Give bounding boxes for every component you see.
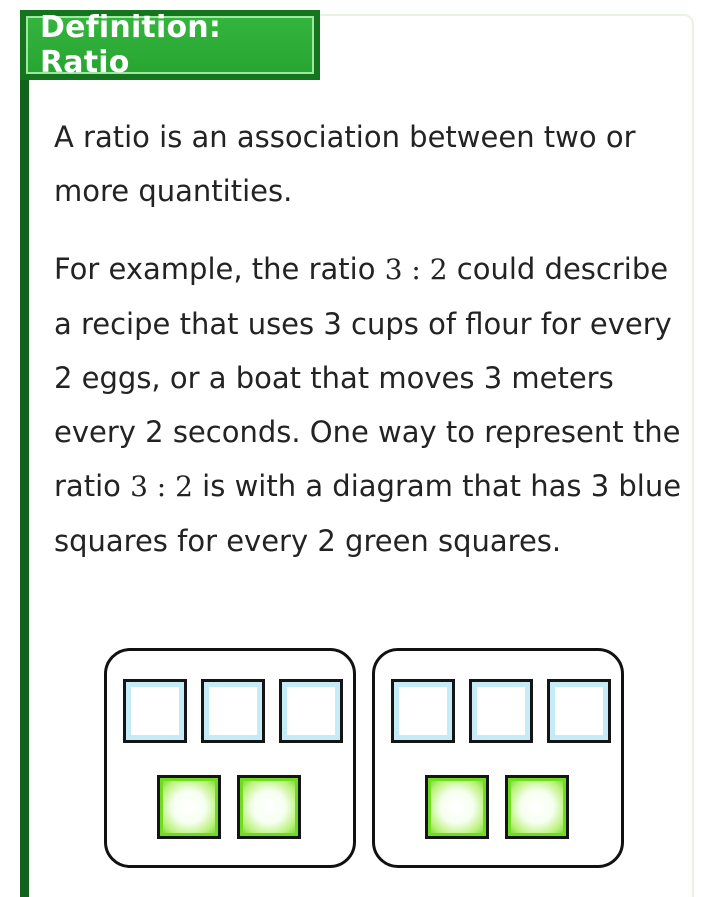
ratio-expression-1: 3 : 2	[384, 253, 448, 286]
green-square	[237, 775, 301, 839]
ratio-expression-2: 3 : 2	[130, 470, 193, 503]
blue-square	[279, 679, 343, 743]
title-tab-inner	[26, 10, 314, 80]
example-text-1: For example, the ratio	[54, 252, 385, 286]
title-tab	[20, 10, 320, 80]
example-text-3: is with a diagram that has 3 blue squares for every 2 green squares.	[54, 469, 682, 558]
example-paragraph	[54, 242, 694, 568]
green-square	[505, 775, 569, 839]
left-accent-bar	[20, 10, 29, 897]
green-square	[425, 775, 489, 839]
definition-paragraph: A ratio is an association between two or more quantities.	[54, 120, 636, 208]
green-square	[157, 775, 221, 839]
blue-square	[123, 679, 187, 743]
blue-square	[469, 679, 533, 743]
ratio-group-2	[372, 648, 624, 868]
example-text-2: could describe a recipe that uses 3 cups of flour for every 2 eggs, or a boat that moves 3 meters every 2 seconds. One way to represent the ratio	[54, 252, 681, 503]
page-title: Definition: Ratio	[40, 10, 222, 80]
blue-square	[391, 679, 455, 743]
blue-square	[547, 679, 611, 743]
blue-square	[201, 679, 265, 743]
ratio-group-1	[104, 648, 356, 868]
